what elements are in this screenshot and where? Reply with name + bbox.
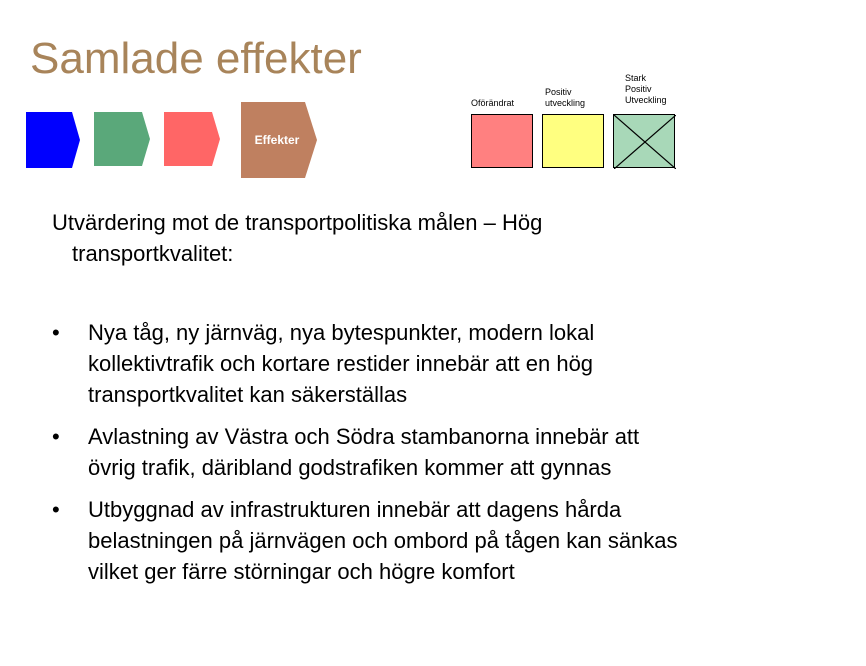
cross-mark-icon — [614, 115, 676, 169]
bullet-item — [52, 421, 692, 483]
bullet-list — [52, 317, 692, 587]
bullet-text: Utbyggnad av infrastrukturen innebär att dagens hårda belastningen på järnvägen och ombord på tågen kan sänkas vilket ger färre störningar och högre komfort — [88, 497, 678, 584]
process-step-label: Effekter — [254, 133, 300, 147]
legend-label-positiv: Positiv utveckling — [545, 87, 586, 108]
process-step-2 — [94, 112, 150, 166]
legend-swatch-positiv — [542, 114, 604, 168]
process-step-effekter — [241, 102, 317, 178]
legend-label-stark: Stark Positiv Utveckling — [625, 73, 667, 105]
legend-label-oforandrat: Oförändrat — [471, 98, 515, 108]
bullet-item — [52, 494, 692, 587]
bullet-text: Nya tåg, ny järnväg, nya bytespunkter, modern lokal kollektivtrafik och kortare restider innebär att en hög transportkvalitet kan säkerställas — [88, 320, 595, 407]
slide-title: Samlade effekter — [30, 34, 362, 83]
bullet-text: Avlastning av Västra och Södra stambanorna innebär att övrig trafik, däribland godstrafiken kommer att gynnas — [88, 424, 640, 480]
chevron-shape — [26, 112, 80, 168]
slide-content — [52, 207, 692, 587]
chevron-shape — [94, 112, 150, 166]
process-step-3 — [164, 112, 220, 166]
bullet-icon: • — [52, 424, 60, 449]
bullet-icon: • — [52, 320, 60, 345]
legend-swatch-oforandrat — [471, 114, 533, 168]
bullet-item — [52, 317, 692, 410]
intro-text: Utvärdering mot de transportpolitiska målen – Hög transportkvalitet: — [52, 210, 543, 266]
legend-swatch-stark — [613, 114, 675, 168]
process-step-1 — [26, 112, 80, 168]
bullet-icon: • — [52, 497, 60, 522]
chevron-shape — [164, 112, 220, 166]
